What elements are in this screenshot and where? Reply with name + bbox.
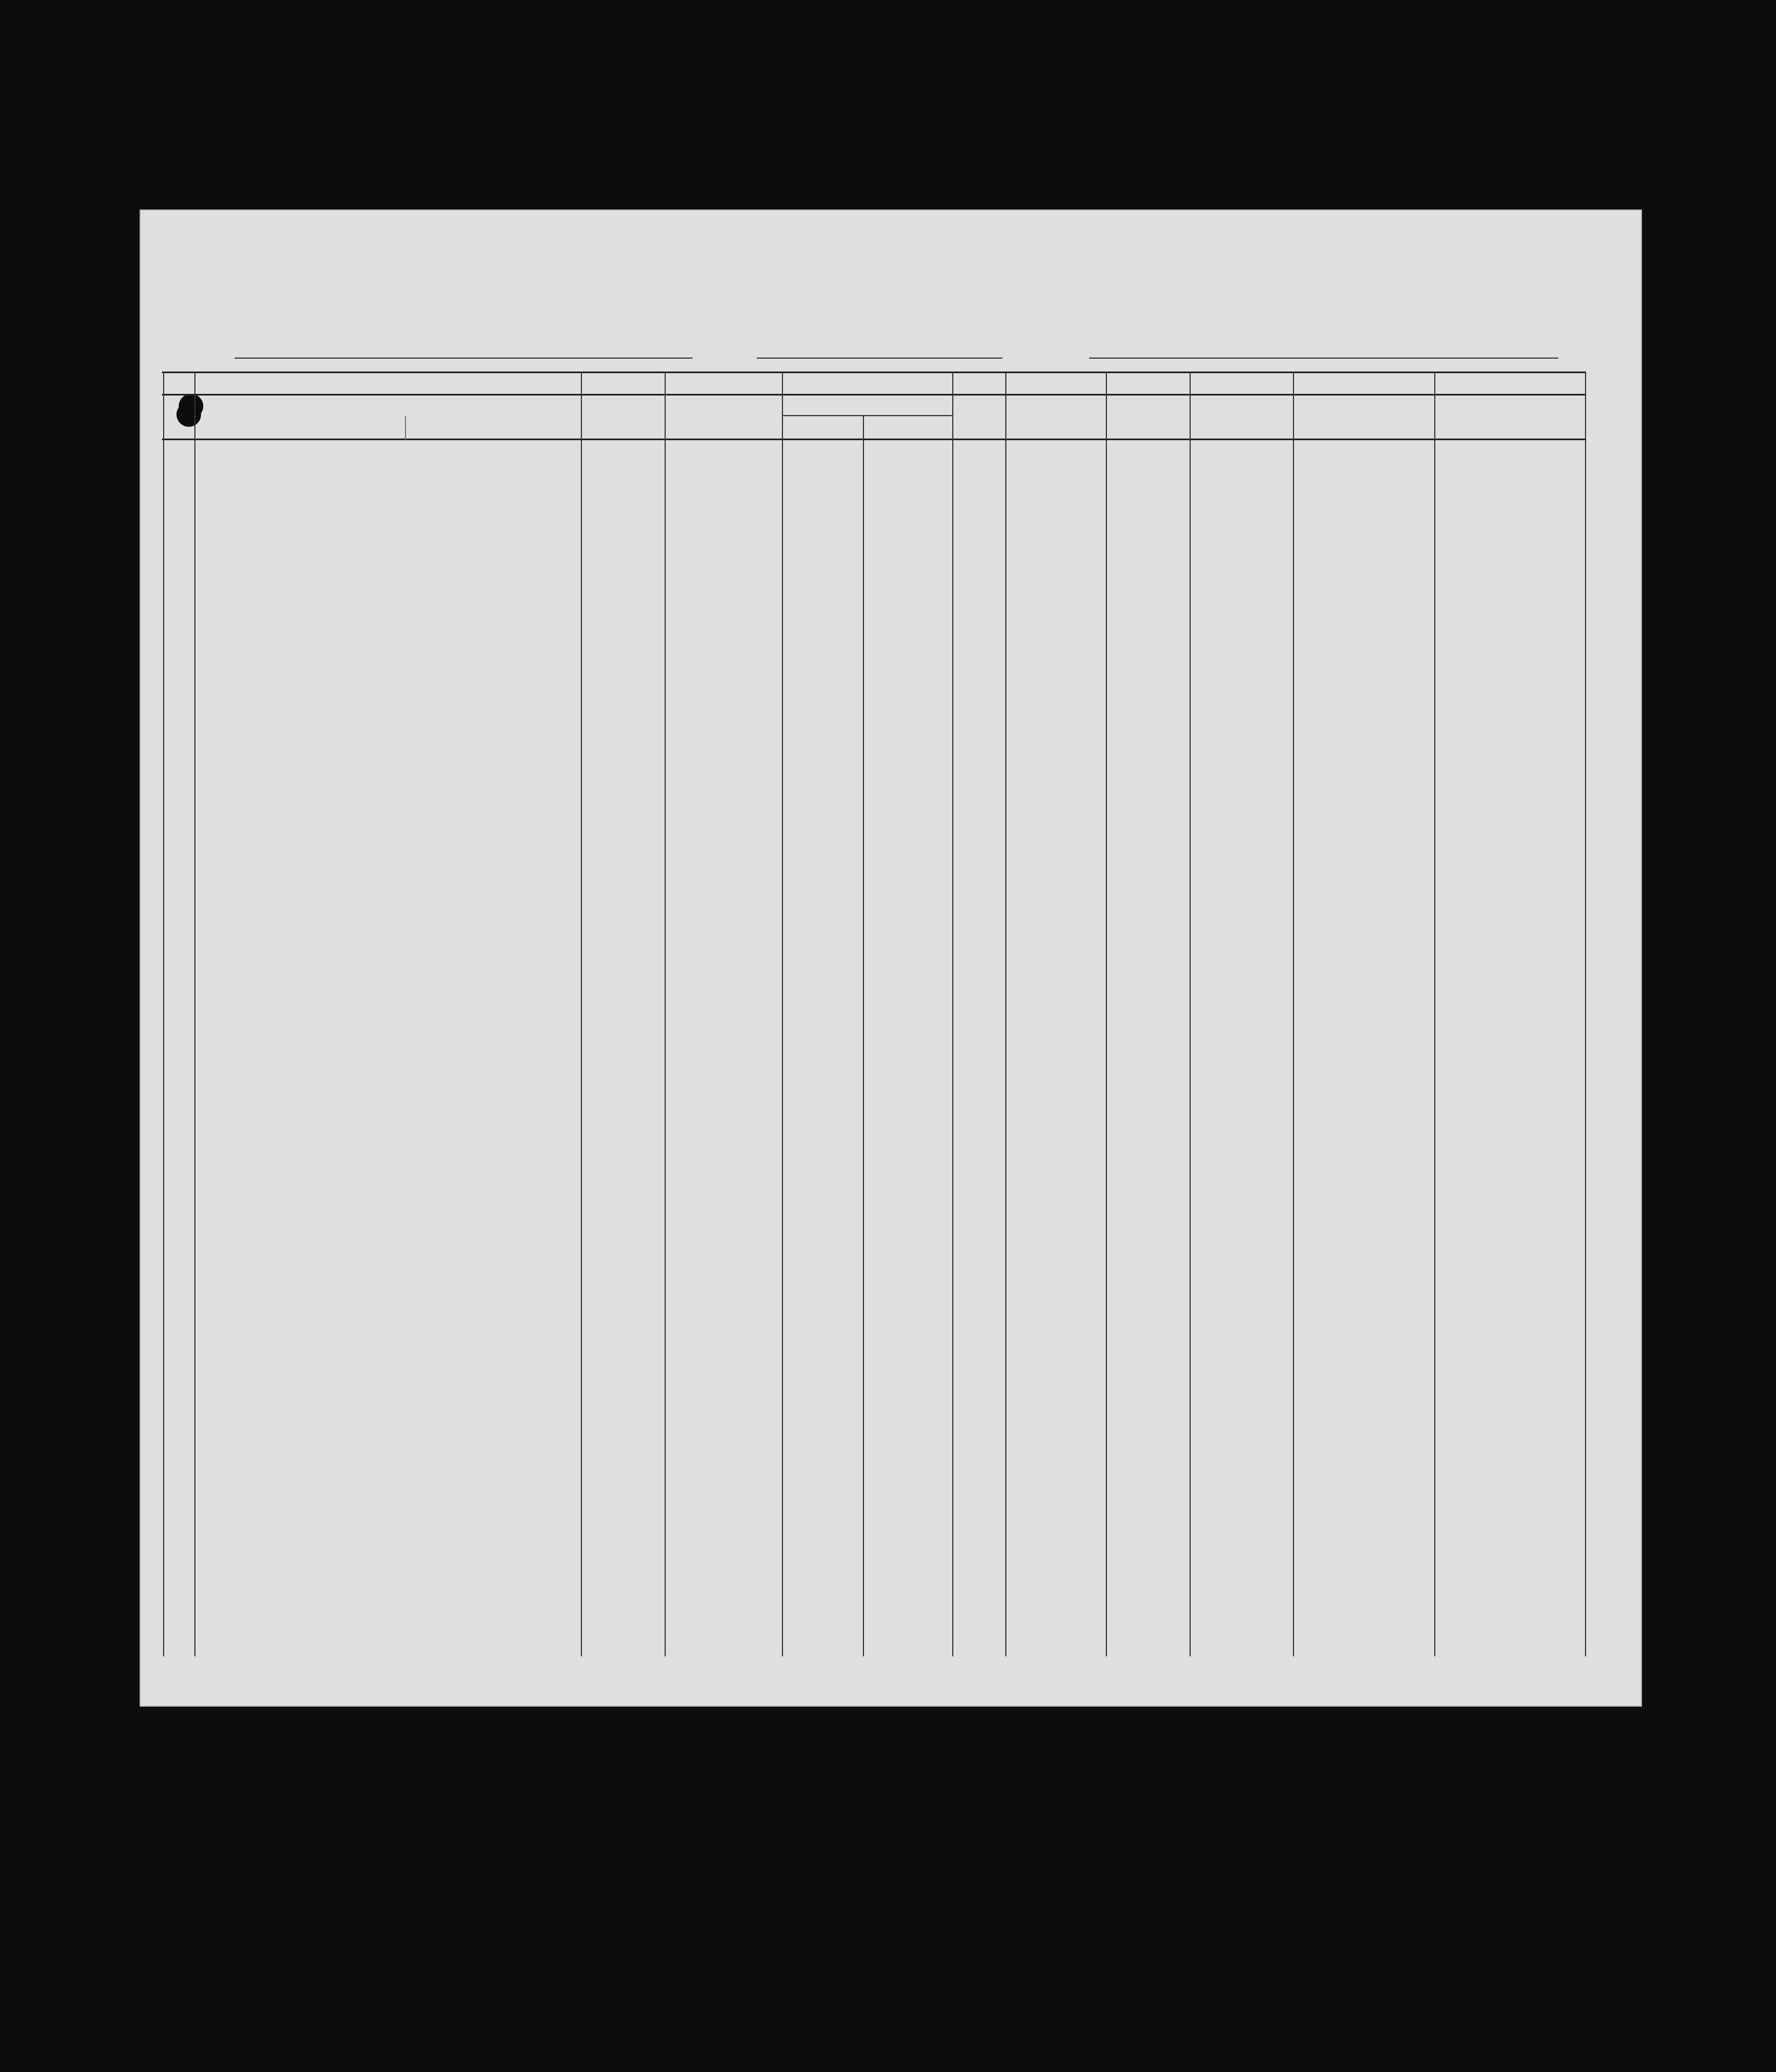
manifest-sheet <box>140 209 1642 1707</box>
punch-hole <box>176 402 201 427</box>
